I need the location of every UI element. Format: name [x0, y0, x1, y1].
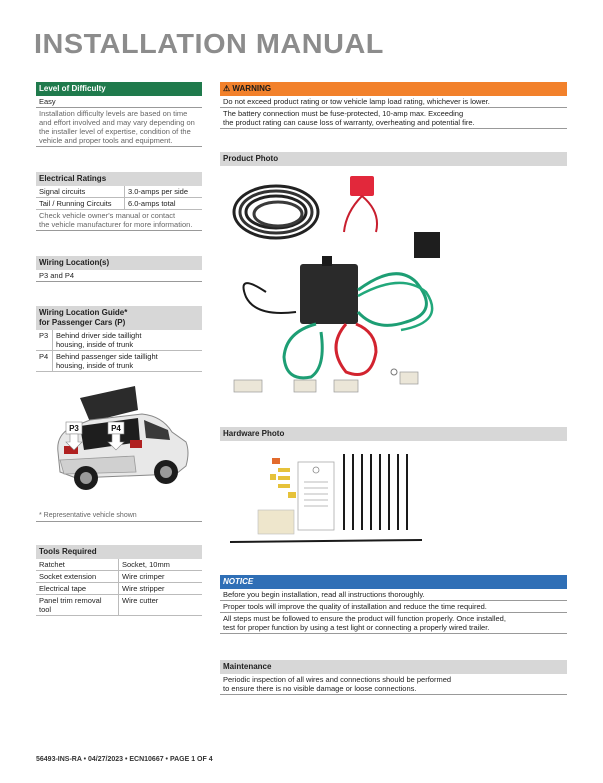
difficulty-header: Level of Difficulty: [36, 82, 202, 96]
location-desc-line: housing, inside of trunk: [56, 340, 134, 349]
product-photo-header: Product Photo: [220, 152, 567, 166]
tool-item: Socket, 10mm: [122, 560, 170, 569]
location-desc-line: housing, inside of trunk: [56, 361, 134, 370]
page-title: INSTALLATION MANUAL: [34, 28, 384, 59]
tool-item: Panel trim removal tool: [36, 595, 119, 615]
difficulty-level: Easy: [36, 96, 202, 108]
difficulty-desc-line: the installer level of expertise, condition of the: [39, 127, 191, 136]
notice-line: Before you begin installation, read all instructions thoroughly.: [220, 589, 567, 601]
tool-item: Electrical tape: [36, 583, 119, 594]
warning-title: WARNING: [232, 84, 272, 93]
page-footer: 56493-INS-RA • 04/27/2023 • ECN10667 • PAGE 1 OF 4: [36, 756, 213, 763]
hardware-kit-icon: [226, 446, 426, 550]
electrical-header: Electrical Ratings: [36, 172, 202, 186]
notice-line: test for proper function by using a test light or connecting a properly wired trailer.: [223, 623, 490, 632]
hardware-photo-section: [220, 427, 567, 441]
product-photo-section: [220, 152, 567, 166]
warning-text: [220, 108, 567, 129]
notice-header: NOTICE: [220, 575, 567, 589]
maintenance-text: [220, 674, 567, 695]
difficulty-desc-line: vehicle and proper tools and equipment.: [39, 136, 173, 145]
tool-item: Wire crimper: [122, 572, 165, 581]
electrical-note-line: Check vehicle owner's manual or contact: [39, 211, 176, 220]
difficulty-desc-line: and effort involved and may vary depending on: [39, 118, 195, 127]
electrical-note-line: the vehicle manufacturer for more information.: [39, 220, 193, 229]
table-row: [36, 583, 202, 595]
table-row: [36, 595, 202, 616]
rating-label: Tail / Running Circuits: [36, 198, 125, 209]
car-icon: [50, 380, 195, 502]
tools-section: [36, 545, 202, 616]
vehicle-caption: * Representative vehicle shown: [36, 510, 202, 522]
wiring-guide-header-line: for Passenger Cars (P): [39, 318, 126, 327]
difficulty-desc: [36, 108, 202, 147]
rating-value: 6.0-amps total: [128, 199, 176, 208]
location-code: P3: [36, 330, 53, 350]
maintenance-section: [220, 660, 567, 695]
warning-line: Do not exceed product rating or tow vehicle lamp load rating, whichever is lower.: [220, 96, 567, 108]
location-code: P4: [36, 351, 53, 371]
wiring-harness-icon: [226, 172, 456, 402]
rating-value: 3.0-amps per side: [128, 187, 189, 196]
location-desc-line: Behind passenger side taillight: [56, 352, 158, 361]
tools-header: Tools Required: [36, 545, 202, 559]
notice-section: [220, 575, 567, 634]
table-row: [36, 330, 202, 351]
maintenance-line: to ensure there is no visible damage or loose connections.: [223, 684, 417, 693]
warning-line: the product rating can cause loss of warranty, overheating and potential fire.: [223, 118, 475, 127]
difficulty-desc-line: Installation difficulty levels are based on time: [39, 109, 188, 118]
table-row: [36, 571, 202, 583]
maintenance-line: Periodic inspection of all wires and connections should be performed: [223, 675, 452, 684]
product-photo: [226, 172, 456, 402]
hardware-photo: [226, 446, 426, 550]
warning-line: The battery connection must be fuse-protected, 10-amp max. Exceeding: [223, 109, 464, 118]
notice-text: [220, 613, 567, 634]
electrical-note: [36, 210, 202, 231]
warning-icon: ⚠: [223, 84, 231, 93]
vehicle-caption-section: [36, 510, 202, 522]
wiring-guide-section: [36, 306, 202, 372]
vehicle-illustration: [50, 380, 195, 502]
table-row: [36, 351, 202, 372]
location-desc: [53, 330, 144, 350]
p3-label: P3: [69, 424, 79, 433]
wiring-guide-header-line: Wiring Location Guide*: [39, 308, 128, 317]
location-desc: [53, 351, 161, 371]
maintenance-header: Maintenance: [220, 660, 567, 674]
electrical-section: [36, 172, 202, 231]
tool-item: Socket extension: [36, 571, 119, 582]
wiring-location-section: [36, 256, 202, 282]
table-row: [36, 186, 202, 198]
tool-item: Wire stripper: [122, 584, 165, 593]
tool-item: Wire cutter: [122, 596, 159, 605]
wiring-location-header: Wiring Location(s): [36, 256, 202, 270]
rating-label: Signal circuits: [36, 186, 125, 197]
wiring-guide-header: [36, 306, 202, 330]
tool-item: Ratchet: [36, 559, 119, 570]
warning-section: [220, 82, 567, 129]
difficulty-section: [36, 82, 202, 147]
p4-label: P4: [111, 424, 121, 433]
location-desc-line: Behind driver side taillight: [56, 331, 142, 340]
table-row: [36, 198, 202, 210]
notice-line: Proper tools will improve the quality of installation and reduce the time required.: [220, 601, 567, 613]
hardware-photo-header: Hardware Photo: [220, 427, 567, 441]
table-row: [36, 559, 202, 571]
warning-header: [220, 82, 567, 96]
wiring-location-value: P3 and P4: [36, 270, 202, 282]
notice-line: All steps must be followed to ensure the product will function properly. Once installed,: [223, 614, 506, 623]
